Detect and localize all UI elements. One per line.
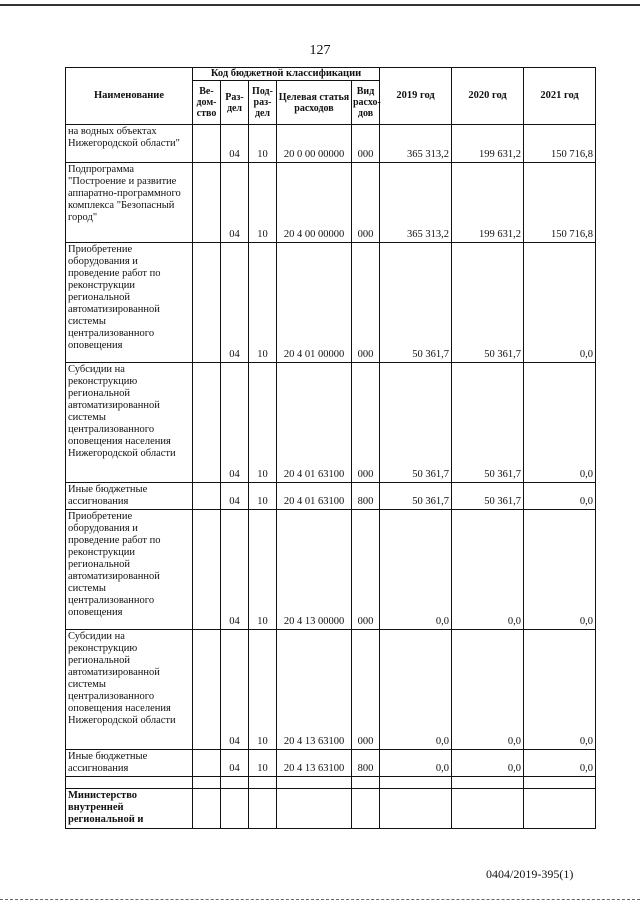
row-vid	[352, 777, 380, 789]
row-tselevaya: 20 4 01 63100	[277, 483, 352, 510]
row-2019: 0,0	[380, 510, 452, 630]
row-name: Субсидии на реконструкцию региональной автоматизированной системы централизованного оповещения населения Нижегородской области	[66, 630, 193, 750]
table-row	[66, 483, 596, 510]
row-vid: 800	[352, 750, 380, 777]
row-vid: 000	[352, 510, 380, 630]
table-row	[66, 750, 596, 777]
row-2021: 0,0	[524, 750, 596, 777]
table-row	[66, 777, 596, 789]
row-razdel	[221, 777, 249, 789]
row-2019	[380, 789, 452, 829]
row-2020: 0,0	[452, 750, 524, 777]
top-rule	[0, 4, 640, 6]
row-podrazdel: 10	[249, 510, 277, 630]
row-name: Приобретение оборудования и проведение работ по реконструкции региональной автоматизированной системы централизованного оповещения	[66, 243, 193, 363]
budget-table	[65, 67, 596, 829]
row-vedomstvo	[193, 483, 221, 510]
table-row	[66, 789, 596, 829]
row-2021: 0,0	[524, 510, 596, 630]
row-2020: 199 631,2	[452, 125, 524, 163]
row-vid: 000	[352, 125, 380, 163]
row-razdel: 04	[221, 163, 249, 243]
row-vedomstvo	[193, 789, 221, 829]
row-vid: 000	[352, 243, 380, 363]
row-vedomstvo	[193, 777, 221, 789]
row-2020: 50 361,7	[452, 363, 524, 483]
row-vid: 000	[352, 630, 380, 750]
row-2021: 150 716,8	[524, 125, 596, 163]
row-2021: 0,0	[524, 243, 596, 363]
row-podrazdel: 10	[249, 630, 277, 750]
row-2021	[524, 789, 596, 829]
table-row	[66, 510, 596, 630]
row-razdel: 04	[221, 483, 249, 510]
row-podrazdel: 10	[249, 750, 277, 777]
row-name: Иные бюджетные ассигнования	[66, 750, 193, 777]
row-podrazdel	[249, 777, 277, 789]
row-name: Приобретение оборудования и проведение работ по реконструкции региональной автоматизированной системы централизованного оповещения	[66, 510, 193, 630]
header-tselevaya: Целевая статья расходов	[277, 81, 352, 125]
row-razdel: 04	[221, 750, 249, 777]
row-vedomstvo	[193, 243, 221, 363]
row-name: Министерство внутренней региональной и	[66, 789, 193, 829]
row-2019: 50 361,7	[380, 243, 452, 363]
row-2019: 50 361,7	[380, 483, 452, 510]
row-vid: 000	[352, 163, 380, 243]
row-razdel: 04	[221, 243, 249, 363]
row-vid: 800	[352, 483, 380, 510]
row-tselevaya: 20 0 00 00000	[277, 125, 352, 163]
row-tselevaya	[277, 777, 352, 789]
header-2021: 2021 год	[524, 68, 596, 125]
row-razdel: 04	[221, 510, 249, 630]
row-tselevaya: 20 4 00 00000	[277, 163, 352, 243]
table-row	[66, 243, 596, 363]
row-2019: 365 313,2	[380, 163, 452, 243]
row-2020: 50 361,7	[452, 243, 524, 363]
row-2020: 0,0	[452, 510, 524, 630]
page-number: 127	[309, 43, 331, 58]
table-row	[66, 363, 596, 483]
bottom-rule	[0, 899, 640, 900]
document-code: 0404/2019-395(1)	[486, 867, 574, 881]
row-tselevaya: 20 4 01 63100	[277, 363, 352, 483]
row-podrazdel: 10	[249, 363, 277, 483]
row-2021	[524, 777, 596, 789]
row-2021: 150 716,8	[524, 163, 596, 243]
row-2021: 0,0	[524, 630, 596, 750]
row-2020	[452, 789, 524, 829]
row-vedomstvo	[193, 510, 221, 630]
row-razdel: 04	[221, 363, 249, 483]
header-vedomstvo: Ве- дом- ство	[193, 81, 221, 125]
row-vedomstvo	[193, 630, 221, 750]
row-2020: 0,0	[452, 630, 524, 750]
row-2019: 0,0	[380, 750, 452, 777]
row-2019	[380, 777, 452, 789]
row-razdel: 04	[221, 630, 249, 750]
row-2020: 199 631,2	[452, 163, 524, 243]
header-2020: 2020 год	[452, 68, 524, 125]
row-tselevaya: 20 4 13 63100	[277, 750, 352, 777]
row-2019: 365 313,2	[380, 125, 452, 163]
row-2021: 0,0	[524, 483, 596, 510]
row-vedomstvo	[193, 750, 221, 777]
row-tselevaya: 20 4 13 63100	[277, 630, 352, 750]
row-name: Подпрограмма "Построение и развитие аппаратно-программного комплекса "Безопасный город"	[66, 163, 193, 243]
header-vid: Вид расхо- дов	[352, 81, 380, 125]
row-vedomstvo	[193, 125, 221, 163]
row-2021: 0,0	[524, 363, 596, 483]
row-podrazdel: 10	[249, 243, 277, 363]
header-podrazdel: Под- раз- дел	[249, 81, 277, 125]
header-code-group: Код бюджетной классификации	[193, 68, 380, 81]
row-2020	[452, 777, 524, 789]
row-razdel: 04	[221, 125, 249, 163]
table-row	[66, 163, 596, 243]
row-podrazdel: 10	[249, 163, 277, 243]
row-vedomstvo	[193, 363, 221, 483]
row-name	[66, 777, 193, 789]
row-podrazdel: 10	[249, 125, 277, 163]
header-name: Наименование	[66, 68, 193, 125]
row-2019: 0,0	[380, 630, 452, 750]
row-tselevaya	[277, 789, 352, 829]
row-2020: 50 361,7	[452, 483, 524, 510]
row-vid	[352, 789, 380, 829]
row-tselevaya: 20 4 13 00000	[277, 510, 352, 630]
row-2019: 50 361,7	[380, 363, 452, 483]
row-vid: 000	[352, 363, 380, 483]
header-razdel: Раз- дел	[221, 81, 249, 125]
row-name: Иные бюджетные ассигнования	[66, 483, 193, 510]
row-vedomstvo	[193, 163, 221, 243]
row-razdel	[221, 789, 249, 829]
row-podrazdel: 10	[249, 483, 277, 510]
header-2019: 2019 год	[380, 68, 452, 125]
table-row	[66, 630, 596, 750]
table-row	[66, 125, 596, 163]
row-name: на водных объектах Нижегородской области"	[66, 125, 193, 163]
header-row-1	[66, 68, 596, 81]
row-podrazdel	[249, 789, 277, 829]
row-tselevaya: 20 4 01 00000	[277, 243, 352, 363]
row-name: Субсидии на реконструкцию региональной автоматизированной системы централизованного оповещения населения Нижегородской области	[66, 363, 193, 483]
